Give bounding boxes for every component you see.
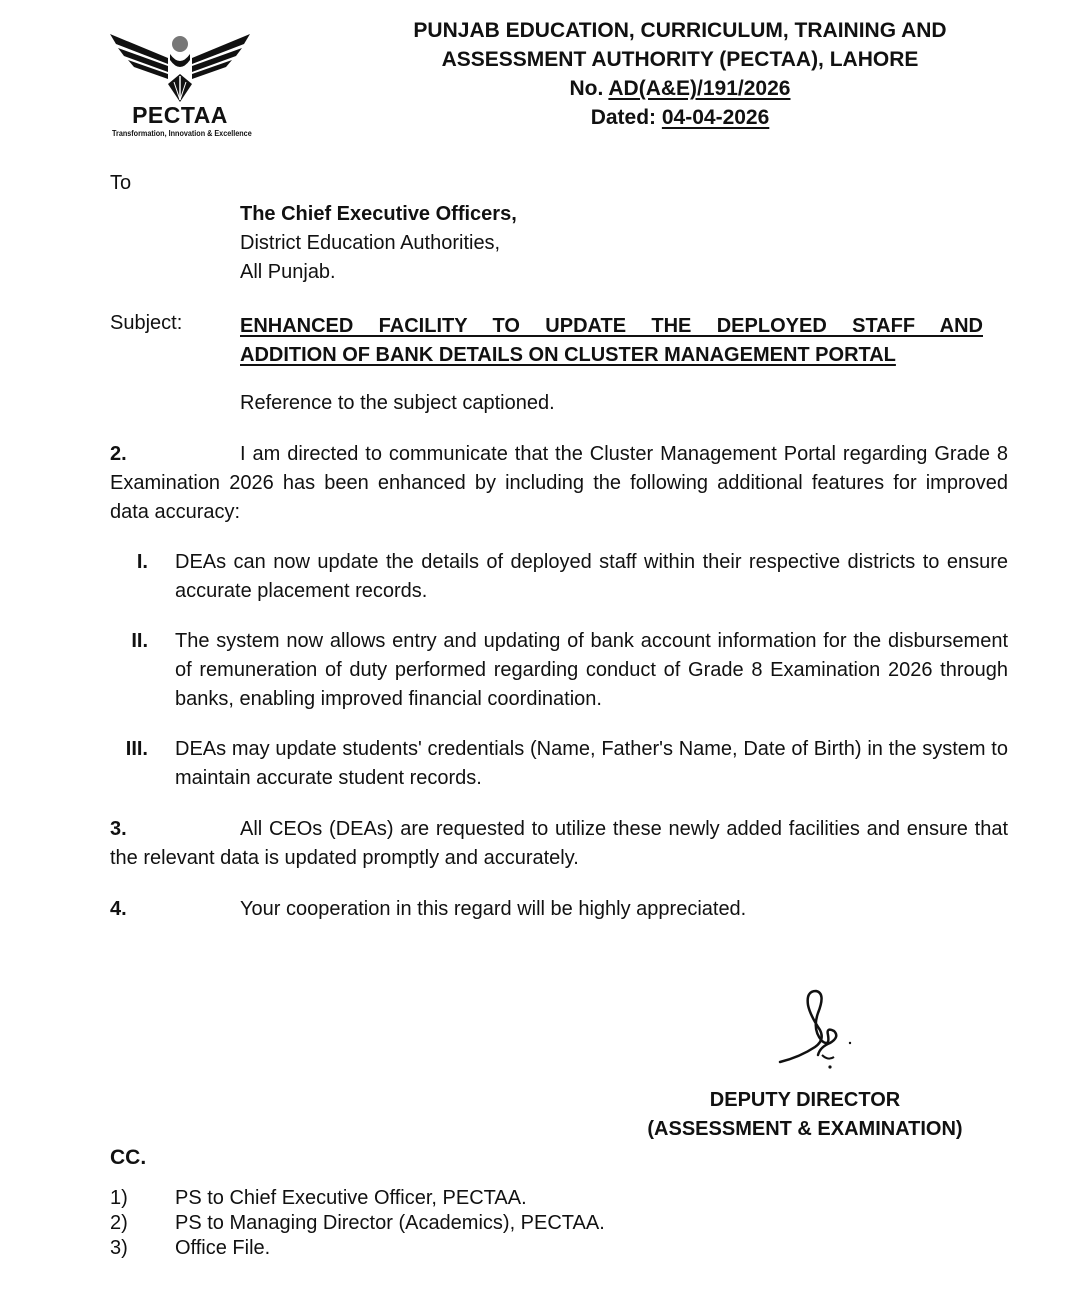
recipient-address xyxy=(240,200,517,287)
subject-text xyxy=(240,312,983,370)
reference-line: Reference to the subject captioned. xyxy=(240,392,555,414)
recipient-line-2: District Education Authorities, xyxy=(240,232,501,254)
item-text: DEAs can now update the details of deployed staff within their respective districts to ensure accurate placement records. xyxy=(175,551,1008,602)
paragraph-number: 2. xyxy=(110,443,127,465)
paragraph-number: 3. xyxy=(110,818,127,840)
list-item xyxy=(110,627,1008,714)
paragraph-2 xyxy=(110,440,1008,527)
subject-label: Subject: xyxy=(110,312,183,334)
signature xyxy=(770,985,860,1075)
item-text: DEAs may update students' credentials (Name, Father's Name, Date of Birth) in the system to maintain accurate student records. xyxy=(175,738,1008,789)
to-label: To xyxy=(110,172,132,194)
paragraph-text: I am directed to communicate that the Cluster Management Portal regarding Grade 8 Examination 2026 has been enhanced by including the following additional features for improved data accuracy: xyxy=(110,443,1008,523)
paragraph-4 xyxy=(110,895,1008,924)
logo-tagline: Transformation, Innovation & Excellence xyxy=(112,128,252,138)
paragraph-number: 4. xyxy=(110,898,127,920)
item-numeral: II. xyxy=(131,630,148,652)
letter-number-value: AD(A&E)/191/2026 xyxy=(608,77,791,100)
list-item xyxy=(110,735,1008,793)
letterhead xyxy=(360,16,1000,132)
cc-item-text: PS to Managing Director (Academics), PECTAA. xyxy=(175,1212,605,1234)
cc-item-number: 3) xyxy=(110,1237,128,1259)
item-text: The system now allows entry and updating of bank account information for the disbursement of remuneration of duty performed regarding conduct of Grade 8 Examination 2026 through banks, enabling improved financial coordination. xyxy=(175,630,1008,710)
cc-label: CC. xyxy=(110,1146,147,1169)
letter-number xyxy=(360,74,1000,103)
paragraph-text: All CEOs (DEAs) are requested to utilize these newly added facilities and ensure that the relevant data is updated promptly and accurately. xyxy=(110,818,1008,869)
item-numeral: III. xyxy=(125,738,148,760)
authority-name-line-2: ASSESSMENT AUTHORITY (PECTAA), LAHORE xyxy=(441,48,919,71)
signatory-block xyxy=(620,1086,990,1144)
subject-line-2: ADDITION OF BANK DETAILS ON CLUSTER MANAGEMENT PORTAL xyxy=(240,344,896,366)
cc-item-text: Office File. xyxy=(175,1237,271,1259)
subject-line-1: ENHANCED FACILITY TO UPDATE THE DEPLOYED STAFF AND xyxy=(240,315,983,337)
letter-date-value: 04-04-2026 xyxy=(661,106,770,129)
eagle-emblem-icon xyxy=(106,24,254,104)
signatory-title: DEPUTY DIRECTOR xyxy=(709,1089,901,1111)
cc-item-text: PS to Chief Executive Officer, PECTAA. xyxy=(175,1187,527,1209)
paragraph-text: Your cooperation in this regard will be highly appreciated. xyxy=(240,898,747,920)
letter-date-label: Dated: xyxy=(590,106,662,129)
signatory-office: (ASSESSMENT & EXAMINATION) xyxy=(647,1118,963,1140)
list-item xyxy=(110,548,1008,606)
letter-number-label: No. xyxy=(569,77,609,100)
logo-name: PECTAA xyxy=(132,102,228,128)
authority-name-line-1: PUNJAB EDUCATION, CURRICULUM, TRAINING AND xyxy=(413,19,947,42)
cc-item-number: 2) xyxy=(110,1212,128,1234)
cc-item-number: 1) xyxy=(110,1187,128,1209)
paragraph-3 xyxy=(110,815,1008,873)
pectaa-logo xyxy=(100,24,260,140)
recipient-line-3: All Punjab. xyxy=(240,261,336,283)
letter-date xyxy=(360,103,1000,132)
item-numeral: I. xyxy=(136,551,148,573)
recipient-title: The Chief Executive Officers, xyxy=(240,203,517,225)
